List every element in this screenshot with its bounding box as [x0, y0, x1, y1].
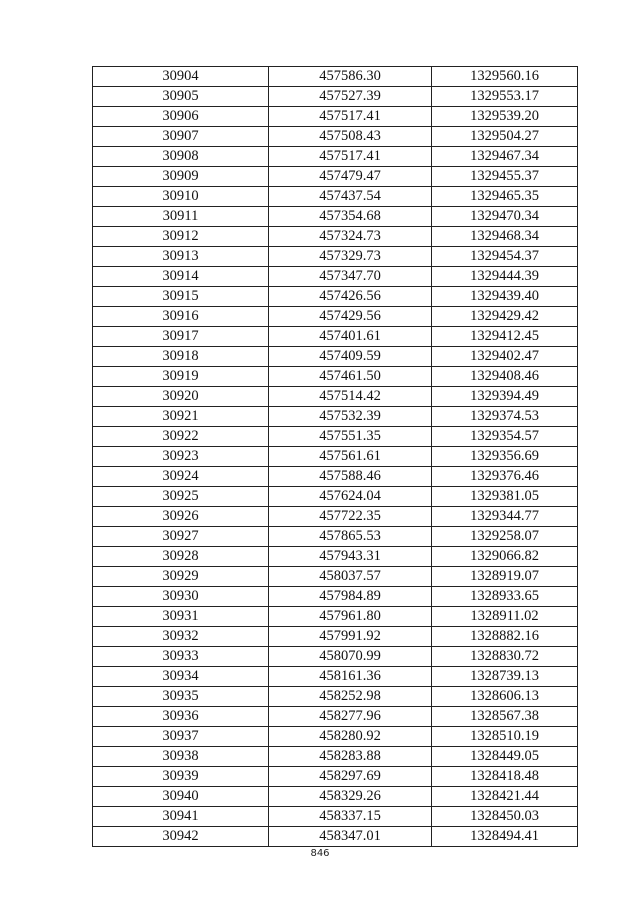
table-row	[93, 287, 578, 307]
x-coordinate-cell: 457429.56	[269, 307, 432, 327]
table-row	[93, 147, 578, 167]
table-row	[93, 207, 578, 227]
table-row	[93, 687, 578, 707]
table-row	[93, 627, 578, 647]
point-id-cell: 30933	[93, 647, 269, 667]
x-coordinate-cell: 457517.41	[269, 107, 432, 127]
y-coordinate-cell: 1329504.27	[432, 127, 578, 147]
table-row	[93, 767, 578, 787]
y-coordinate-cell: 1329553.17	[432, 87, 578, 107]
x-coordinate-cell: 457508.43	[269, 127, 432, 147]
table-row	[93, 527, 578, 547]
y-coordinate-cell: 1329258.07	[432, 527, 578, 547]
x-coordinate-cell: 457561.61	[269, 447, 432, 467]
x-coordinate-cell: 457586.30	[269, 67, 432, 87]
point-id-cell: 30929	[93, 567, 269, 587]
point-id-cell: 30905	[93, 87, 269, 107]
y-coordinate-cell: 1329381.05	[432, 487, 578, 507]
coordinates-table-body	[93, 67, 578, 847]
y-coordinate-cell: 1329356.69	[432, 447, 578, 467]
y-coordinate-cell: 1328933.65	[432, 587, 578, 607]
table-row	[93, 167, 578, 187]
point-id-cell: 30912	[93, 227, 269, 247]
page-number: 846	[310, 848, 330, 859]
y-coordinate-cell: 1328919.07	[432, 567, 578, 587]
x-coordinate-cell: 457551.35	[269, 427, 432, 447]
y-coordinate-cell: 1328739.13	[432, 667, 578, 687]
point-id-cell: 30920	[93, 387, 269, 407]
y-coordinate-cell: 1329394.49	[432, 387, 578, 407]
x-coordinate-cell: 457461.50	[269, 367, 432, 387]
y-coordinate-cell: 1329066.82	[432, 547, 578, 567]
point-id-cell: 30914	[93, 267, 269, 287]
y-coordinate-cell: 1329344.77	[432, 507, 578, 527]
table-row	[93, 647, 578, 667]
y-coordinate-cell: 1329455.37	[432, 167, 578, 187]
point-id-cell: 30940	[93, 787, 269, 807]
table-row	[93, 787, 578, 807]
point-id-cell: 30939	[93, 767, 269, 787]
coordinates-table	[92, 66, 578, 847]
x-coordinate-cell: 457943.31	[269, 547, 432, 567]
point-id-cell: 30923	[93, 447, 269, 467]
point-id-cell: 30917	[93, 327, 269, 347]
y-coordinate-cell: 1329465.35	[432, 187, 578, 207]
y-coordinate-cell: 1329560.16	[432, 67, 578, 87]
point-id-cell: 30906	[93, 107, 269, 127]
y-coordinate-cell: 1329354.57	[432, 427, 578, 447]
point-id-cell: 30938	[93, 747, 269, 767]
y-coordinate-cell: 1328418.48	[432, 767, 578, 787]
y-coordinate-cell: 1328882.16	[432, 627, 578, 647]
point-id-cell: 30925	[93, 487, 269, 507]
table-row	[93, 347, 578, 367]
y-coordinate-cell: 1329470.34	[432, 207, 578, 227]
point-id-cell: 30915	[93, 287, 269, 307]
x-coordinate-cell: 458037.57	[269, 567, 432, 587]
point-id-cell: 30913	[93, 247, 269, 267]
x-coordinate-cell: 457479.47	[269, 167, 432, 187]
point-id-cell: 30908	[93, 147, 269, 167]
x-coordinate-cell: 457354.68	[269, 207, 432, 227]
point-id-cell: 30931	[93, 607, 269, 627]
point-id-cell: 30911	[93, 207, 269, 227]
x-coordinate-cell: 457401.61	[269, 327, 432, 347]
y-coordinate-cell: 1328449.05	[432, 747, 578, 767]
x-coordinate-cell: 458297.69	[269, 767, 432, 787]
table-row	[93, 707, 578, 727]
y-coordinate-cell: 1328911.02	[432, 607, 578, 627]
point-id-cell: 30904	[93, 67, 269, 87]
table-row	[93, 447, 578, 467]
x-coordinate-cell: 458329.26	[269, 787, 432, 807]
table-row	[93, 727, 578, 747]
y-coordinate-cell: 1329439.40	[432, 287, 578, 307]
y-coordinate-cell: 1329429.42	[432, 307, 578, 327]
x-coordinate-cell: 457722.35	[269, 507, 432, 527]
table-row	[93, 367, 578, 387]
y-coordinate-cell: 1329402.47	[432, 347, 578, 367]
point-id-cell: 30910	[93, 187, 269, 207]
point-id-cell: 30927	[93, 527, 269, 547]
point-id-cell: 30942	[93, 827, 269, 847]
x-coordinate-cell: 458283.88	[269, 747, 432, 767]
table-row	[93, 487, 578, 507]
y-coordinate-cell: 1329468.34	[432, 227, 578, 247]
table-row	[93, 387, 578, 407]
x-coordinate-cell: 458070.99	[269, 647, 432, 667]
table-row	[93, 87, 578, 107]
x-coordinate-cell: 457532.39	[269, 407, 432, 427]
point-id-cell: 30916	[93, 307, 269, 327]
table-row	[93, 267, 578, 287]
x-coordinate-cell: 457409.59	[269, 347, 432, 367]
point-id-cell: 30919	[93, 367, 269, 387]
x-coordinate-cell: 457991.92	[269, 627, 432, 647]
point-id-cell: 30936	[93, 707, 269, 727]
x-coordinate-cell: 457865.53	[269, 527, 432, 547]
table-row	[93, 507, 578, 527]
point-id-cell: 30907	[93, 127, 269, 147]
y-coordinate-cell: 1328510.19	[432, 727, 578, 747]
x-coordinate-cell: 458161.36	[269, 667, 432, 687]
table-row	[93, 247, 578, 267]
x-coordinate-cell: 458277.96	[269, 707, 432, 727]
x-coordinate-cell: 457624.04	[269, 487, 432, 507]
x-coordinate-cell: 458337.15	[269, 807, 432, 827]
table-row	[93, 227, 578, 247]
table-row	[93, 747, 578, 767]
point-id-cell: 30909	[93, 167, 269, 187]
x-coordinate-cell: 457329.73	[269, 247, 432, 267]
table-row	[93, 587, 578, 607]
point-id-cell: 30918	[93, 347, 269, 367]
y-coordinate-cell: 1329444.39	[432, 267, 578, 287]
table-row	[93, 667, 578, 687]
point-id-cell: 30926	[93, 507, 269, 527]
y-coordinate-cell: 1328450.03	[432, 807, 578, 827]
point-id-cell: 30941	[93, 807, 269, 827]
table-row	[93, 327, 578, 347]
y-coordinate-cell: 1329374.53	[432, 407, 578, 427]
y-coordinate-cell: 1329454.37	[432, 247, 578, 267]
x-coordinate-cell: 458280.92	[269, 727, 432, 747]
x-coordinate-cell: 457514.42	[269, 387, 432, 407]
point-id-cell: 30934	[93, 667, 269, 687]
y-coordinate-cell: 1328606.13	[432, 687, 578, 707]
x-coordinate-cell: 457347.70	[269, 267, 432, 287]
table-row	[93, 127, 578, 147]
x-coordinate-cell: 458347.01	[269, 827, 432, 847]
x-coordinate-cell: 457588.46	[269, 467, 432, 487]
x-coordinate-cell: 457437.54	[269, 187, 432, 207]
point-id-cell: 30921	[93, 407, 269, 427]
table-row	[93, 307, 578, 327]
table-row	[93, 187, 578, 207]
y-coordinate-cell: 1328421.44	[432, 787, 578, 807]
table-row	[93, 67, 578, 87]
y-coordinate-cell: 1329539.20	[432, 107, 578, 127]
x-coordinate-cell: 457517.41	[269, 147, 432, 167]
table-row	[93, 607, 578, 627]
table-row	[93, 107, 578, 127]
y-coordinate-cell: 1328494.41	[432, 827, 578, 847]
y-coordinate-cell: 1329467.34	[432, 147, 578, 167]
table-row	[93, 807, 578, 827]
point-id-cell: 30928	[93, 547, 269, 567]
x-coordinate-cell: 457527.39	[269, 87, 432, 107]
y-coordinate-cell: 1329408.46	[432, 367, 578, 387]
x-coordinate-cell: 457324.73	[269, 227, 432, 247]
table-row	[93, 567, 578, 587]
point-id-cell: 30922	[93, 427, 269, 447]
point-id-cell: 30932	[93, 627, 269, 647]
y-coordinate-cell: 1328567.38	[432, 707, 578, 727]
point-id-cell: 30937	[93, 727, 269, 747]
table-row	[93, 467, 578, 487]
x-coordinate-cell: 457961.80	[269, 607, 432, 627]
table-row	[93, 547, 578, 567]
y-coordinate-cell: 1329412.45	[432, 327, 578, 347]
point-id-cell: 30930	[93, 587, 269, 607]
y-coordinate-cell: 1328830.72	[432, 647, 578, 667]
y-coordinate-cell: 1329376.46	[432, 467, 578, 487]
x-coordinate-cell: 457426.56	[269, 287, 432, 307]
x-coordinate-cell: 458252.98	[269, 687, 432, 707]
x-coordinate-cell: 457984.89	[269, 587, 432, 607]
table-row	[93, 827, 578, 847]
point-id-cell: 30935	[93, 687, 269, 707]
table-row	[93, 407, 578, 427]
point-id-cell: 30924	[93, 467, 269, 487]
table-row	[93, 427, 578, 447]
